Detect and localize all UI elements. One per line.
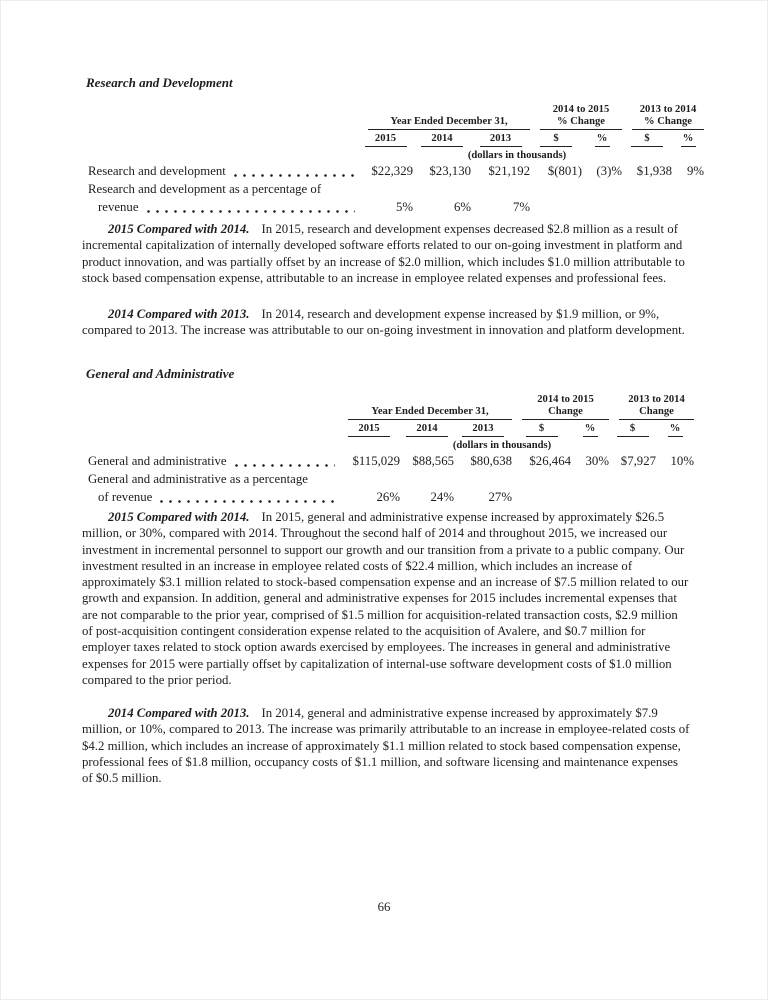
col-header-2013: 2013: [454, 420, 512, 437]
table-row: [88, 487, 694, 505]
rd-paragraph-2015-vs-2014: [82, 221, 690, 286]
row-label-cell: [88, 179, 704, 197]
ga-table-units-row: [88, 437, 694, 451]
paragraph-text: In 2015, research and development expenses decreased $2.8 million as a result of incremental capitalization of internally developed software efforts related to our on-going investment in platform and product innovation, and was partially offset by an increase of $2.0 million, which includes $1.0 million attributable to stock based compensation expense, attributable to an increase in employee related expenses and professional fees.: [82, 222, 685, 285]
table-cell-value: 26%: [376, 490, 400, 504]
ga-table: [88, 394, 694, 505]
group-header-years: Year Ended December 31,: [390, 115, 508, 127]
paragraph-text: In 2014, general and administrative expense increased by approximately $7.9 million, or 10%, compared to 2013. The increase was primarily attributable to an increase in employee-related costs of $4.2 million, which includes an increase of approximately $1.1 million related to stock based compensation expense, professional fees of $1.8 million, occupancy costs of $1.1 million, and software licensing and maintenance expenses of $0.5 million.: [82, 706, 690, 786]
table-cell-group-years: [358, 104, 530, 130]
table-cell-value: 9%: [686, 164, 704, 178]
paragraph-text: In 2015, general and administrative expense increased by approximately $26.5 million, or 30%, compared with 2014. Throughout the second half of 2014 and throughout 2015, we increased our investment in incremental personnel to support our growth and our transition from a private to a public company. Our investment resulted in an increase in employee related costs of $22.4 million, which includes an increase of approximately $3.1 million related to stock-based compensation expense and an increase of $7.5 million related to our growth and expansion. In addition, general and administrative expenses for 2015 includes incremental expenses that are not comparable to the prior year, comprised of $1.5 million for acquisition-related transaction costs, $2.9 million of post-acquisition contingent consideration expense related to the acquisition of Avalere, and $0.7 million for employer taxes related to stock option awards exercised by employees. The increases in general and administrative expenses for 2015 were partially offset by capitalization of internal-use software development costs of $1.0 million compared to the prior period.: [82, 510, 689, 687]
col-header-change1-dollar: $: [530, 130, 582, 147]
table-cell-value: 6%: [453, 200, 471, 214]
section-heading-research-and-development: Research and Development: [86, 75, 233, 90]
table-cell-value: 7%: [512, 200, 530, 214]
table-cell-value: $7,927: [620, 454, 656, 468]
table-cell-value: $1,938: [636, 164, 672, 178]
table-cell-empty: [88, 437, 338, 451]
dot-leader: [232, 464, 335, 467]
table-cell-value: $26,464: [529, 454, 571, 468]
table-row: [88, 469, 694, 487]
row-label-cell: [88, 451, 338, 469]
table-cell-group-change1: [530, 104, 622, 130]
row-label-line1: Research and development as a percentage of: [88, 182, 322, 196]
table-cell-empty: [88, 130, 358, 147]
group-header-change1-line2: Change: [548, 405, 583, 417]
table-cell-value: $88,565: [412, 454, 454, 468]
table-row: [88, 451, 694, 469]
units-note: (dollars in thousands): [452, 440, 552, 451]
paragraph-lead: 2014 Compared with 2013.: [108, 706, 250, 720]
table-cell-value: $(801): [547, 164, 582, 178]
units-note: (dollars in thousands): [467, 150, 567, 161]
row-label-line2: revenue: [98, 200, 139, 214]
row-label-cell: [88, 469, 694, 487]
dot-leader: [157, 500, 335, 503]
paragraph-lead: 2014 Compared with 2013.: [108, 307, 250, 321]
table-cell-value: (3)%: [596, 164, 622, 178]
col-header-2013: 2013: [471, 130, 530, 147]
group-header-change2-line2: Change: [639, 405, 674, 417]
table-cell-empty: [512, 487, 694, 505]
table-cell-empty: [88, 394, 338, 420]
rd-table-column-header-row: [88, 130, 704, 147]
group-header-change2-line1: 2013 to 2014: [628, 394, 685, 405]
rd-table-wrapper: [88, 104, 704, 215]
table-cell-value: $23,130: [429, 164, 471, 178]
rd-table-group-header-row: [88, 104, 704, 130]
table-cell-group-change2: [622, 104, 704, 130]
rd-table: [88, 104, 704, 215]
table-cell-value: 10%: [670, 454, 694, 468]
ga-table-wrapper: [88, 394, 694, 505]
col-header-2015: 2015: [358, 130, 413, 147]
table-cell-value: 24%: [430, 490, 454, 504]
col-header-change2-dollar: $: [622, 130, 672, 147]
table-cell-empty: [88, 104, 358, 130]
table-cell-group-change2: [609, 394, 694, 420]
rd-table-units-row: [88, 147, 704, 161]
group-header-change1-line1: 2014 to 2015: [552, 104, 610, 115]
table-cell-units: [338, 437, 694, 451]
table-cell-group-change1: [512, 394, 609, 420]
table-cell-group-years: [338, 394, 512, 420]
col-header-change2-dollar: $: [609, 420, 656, 437]
table-cell-value: 30%: [585, 454, 609, 468]
table-row: [88, 179, 704, 197]
group-header-change2-line2: % Change: [644, 115, 692, 127]
row-label-cell: [88, 487, 338, 505]
dot-leader: [231, 174, 355, 177]
table-cell-empty: [530, 197, 704, 215]
ga-table-group-header-row: [88, 394, 694, 420]
row-label-cell: [88, 161, 358, 179]
section-heading-general-and-administrative: General and Administrative: [86, 366, 235, 381]
row-label: Research and development: [88, 164, 226, 178]
table-cell-value: $21,192: [488, 164, 530, 178]
ga-paragraph-2015-vs-2014: [82, 509, 690, 688]
col-header-2015: 2015: [338, 420, 400, 437]
ga-table-column-header-row: [88, 420, 694, 437]
row-label-line1: General and administrative as a percentage: [88, 472, 308, 486]
paragraph-lead: 2015 Compared with 2014.: [108, 510, 250, 524]
col-header-change2-pct: %: [672, 130, 704, 147]
col-header-change1-pct: %: [582, 130, 622, 147]
table-cell-empty: [88, 147, 358, 161]
row-label-line2: of revenue: [98, 490, 153, 504]
table-cell-units: [358, 147, 704, 161]
paragraph-lead: 2015 Compared with 2014.: [108, 222, 250, 236]
col-header-change1-pct: %: [571, 420, 609, 437]
table-cell-value: 5%: [395, 200, 413, 214]
table-row: [88, 161, 704, 179]
group-header-change1-line1: 2014 to 2015: [537, 394, 594, 405]
table-row: [88, 197, 704, 215]
col-header-2014: 2014: [413, 130, 471, 147]
table-cell-empty: [88, 420, 338, 437]
row-label-cell: [88, 197, 358, 215]
rd-paragraph-2014-vs-2013: [82, 306, 690, 339]
table-cell-value: $80,638: [470, 454, 512, 468]
page-number: 66: [377, 900, 391, 914]
row-label: General and administrative: [88, 454, 227, 468]
paragraph-text: In 2014, research and development expense increased by $1.9 million, or 9%, compared to 2013. The increase was attributable to our on-going investment in innovation and platform development.: [82, 307, 685, 338]
dot-leader: [144, 210, 356, 213]
table-cell-value: $115,029: [352, 454, 400, 468]
group-header-years: Year Ended December 31,: [371, 405, 489, 417]
col-header-change1-dollar: $: [512, 420, 571, 437]
group-header-change2-line1: 2013 to 2014: [639, 104, 697, 115]
ga-paragraph-2014-vs-2013: [82, 705, 690, 786]
group-header-change1-line2: % Change: [557, 115, 605, 127]
table-cell-value: $22,329: [371, 164, 413, 178]
col-header-2014: 2014: [400, 420, 454, 437]
table-cell-value: 27%: [488, 490, 512, 504]
col-header-change2-pct: %: [656, 420, 694, 437]
